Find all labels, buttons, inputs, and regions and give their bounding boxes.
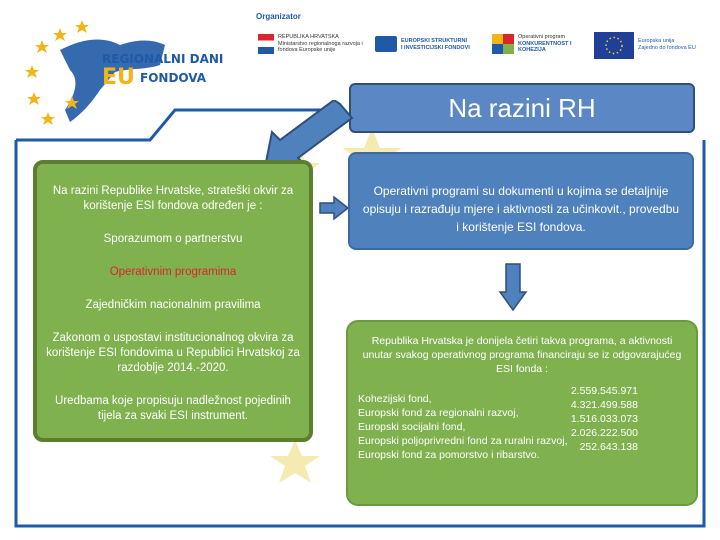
fund-amounts bbox=[548, 384, 638, 454]
organizer-label: Organizator bbox=[256, 12, 301, 21]
fund-name: Europski fond za pomorstvo i ribarstvo. bbox=[358, 449, 540, 461]
framework-item-law: Zakonom o uspostavi institucionalnog okvira za korištenje ESI fondovima u Republici Hrvatskoj za razdoblje 2014.-2020. bbox=[46, 332, 300, 374]
framework-intro: Na razini Republike Hrvatske, strateški okvir za korištenje ESI fondova određen je : bbox=[52, 185, 294, 212]
arrow-down-icon bbox=[498, 262, 528, 312]
fund-amount: 2.026.222.500 bbox=[570, 427, 638, 439]
partner-esif-name: I INVESTICIJSKI FONDOVI bbox=[401, 44, 470, 51]
framework-item-programmes: Operativnim programima bbox=[109, 266, 237, 278]
framework-item-partnership: Sporazumom o partnerstvu bbox=[103, 233, 243, 245]
partner-esif-title: EUROPSKI STRUKTURNI bbox=[401, 38, 468, 44]
operational-programmes-box: Operativni programi su dokumenti u kojima se detaljnije opisuju i razrađuju mjere i aktivnosti za učinkovit., provedbu i korištenje ESI fondova. bbox=[348, 152, 694, 250]
framework-item-regulations: Uredbama koje propisuju nadležnost pojedinih tijela za svaki ESI instrument. bbox=[55, 395, 291, 422]
fund-name: Europski fond za regionalni razvoj, bbox=[358, 407, 519, 419]
logo-subtitle: FONDOVA bbox=[140, 71, 207, 85]
fund-amount: 252.643.138 bbox=[579, 441, 638, 453]
page-title: Na razini RH bbox=[349, 83, 695, 133]
fund-amount: 1.516.033.073 bbox=[570, 413, 638, 425]
framework-item-rules: Zajedničkim nacionalnim pravilima bbox=[85, 299, 261, 311]
partner-opkk-title: Operativni program bbox=[518, 34, 566, 40]
fund-amount: 4.321.499.588 bbox=[570, 399, 638, 411]
logo-eu: EU bbox=[102, 65, 135, 90]
funds-box bbox=[346, 320, 698, 506]
partner-eu-title: Europska unija bbox=[638, 38, 675, 44]
partner-ministry-name: Ministarstvo regionalnoga razvoja i fondova Europske unije bbox=[278, 40, 363, 53]
strategic-framework-box bbox=[33, 160, 313, 442]
arrow-right-icon bbox=[318, 195, 350, 221]
fund-name: Europski socijalni fond, bbox=[358, 421, 466, 433]
fund-amount: 2.559.545.971 bbox=[570, 385, 638, 397]
partner-ministry-title: REPUBLIKA HRVATSKA bbox=[278, 34, 339, 40]
partner-opkk-name: KONKURENTNOST I KOHEZIJA bbox=[518, 40, 572, 53]
fund-name: Kohezijski fond, bbox=[358, 393, 432, 405]
logo-title: REGIONALNI DANI bbox=[102, 52, 224, 66]
funds-intro: Republika Hrvatska je donijela četiri takva programa, a aktivnosti unutar svakog operativnog programa financiraju se iz odgovarajućeg ESI fonda : bbox=[362, 335, 682, 375]
fund-name: Europski poljoprivredni fond za ruralni razvoj, bbox=[358, 435, 568, 447]
partner-eu-name: Zajedno do fondova EU bbox=[638, 44, 696, 51]
